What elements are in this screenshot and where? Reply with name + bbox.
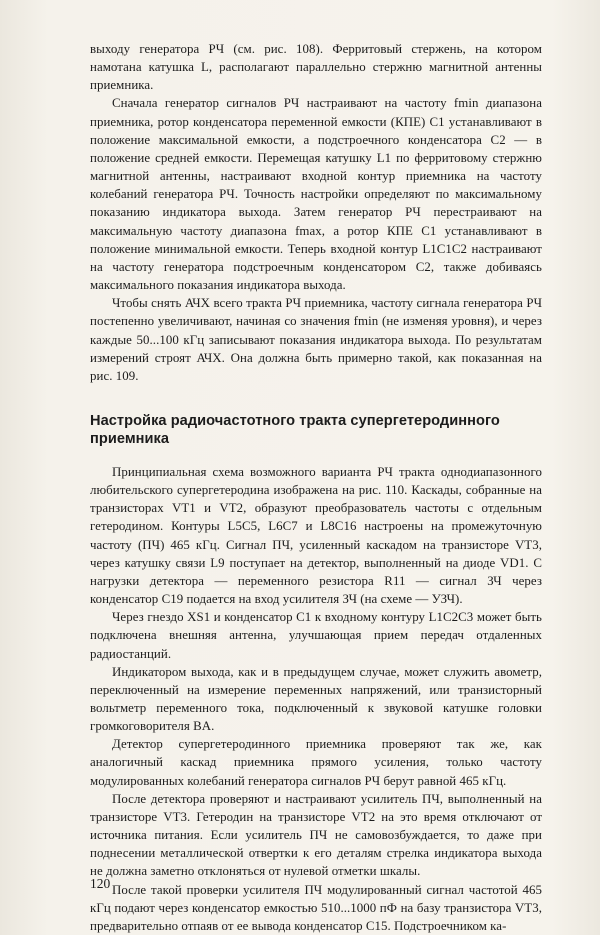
paragraph-7: Детектор супергетеродинного приемника проверяют так же, как аналогичный каскад приемника прямого усиления, только частоту модулированных колебаний генератора сигналов РЧ берут равной 465 кГц. bbox=[90, 737, 542, 788]
paragraph-1: выходу генератора РЧ (см. рис. 108). Ферритовый стержень, на котором намотана катушка L, располагают параллельно стержню магнитной антенны приемника. bbox=[90, 42, 542, 93]
paragraph-5: Через гнездо XS1 и конденсатор C1 к входному контуру L1C2C3 может быть подключена внешняя антенна, улучшающая прием передач отдаленных радиостанций. bbox=[90, 610, 542, 661]
paragraph-2: Сначала генератор сигналов РЧ настраивают на частоту fmin диапазона приемника, ротор конденсатора переменной емкости (КПЕ) C1 устанавливают в положение максимальной емкости, а подстроечного конденсатора C2 — в положение средней емкости. Перемещая катушку L1 по ферритовому стержню магнитной антенны, настраивают входной контур приемника на частоту колебаний генератора РЧ. Точность настройки определяют по максимальному показанию индикатора выхода. Затем генератор РЧ перестраивают на максимальную частоту диапазона fmax, а ротор КПЕ C1 устанавливают в положение минимальной емкости. Теперь входной контур L1C1C2 настраивают на частоту генератора подстроечным конденсатором C2, также добиваясь максимального показания индикатора выхода. bbox=[90, 96, 542, 293]
paragraph-6: Индикатором выхода, как и в предыдущем случае, может служить авометр, переключенный на измерение переменных напряжений, или транзисторный вольтметр переменного тока, подключенный к звуковой катушке головки громкоговорителя BA. bbox=[90, 664, 542, 734]
page-text bbox=[90, 40, 542, 935]
paragraph-3: Чтобы снять АЧХ всего тракта РЧ приемника, частоту сигнала генератора РЧ постепенно увеличивают, начиная со значения fmin (не изменяя уровня), и через каждые 50...100 кГц записывают показания индикатора выхода. По результатам измерений строят АЧХ. Она должна быть примерно такой, как показанная на рис. 109. bbox=[90, 296, 542, 383]
paragraph-9: После такой проверки усилителя ПЧ модулированный сигнал частотой 465 кГц подают через конденсатор емкостью 510...1000 пФ на базу транзистора VT3, предварительно отпаяв от ее вывода конденсатор C15. Подстроечником ка- bbox=[90, 882, 542, 933]
paragraph-4: Принципиальная схема возможного варианта РЧ тракта однодиапазонного любительского супергетеродина изображена на рис. 110. Каскады, собранные на транзисторах VT1 и VT2, образуют преобразователь частоты с отдельным гетеродином. Контуры L5C5, L6C7 и L8C16 настроены на промежуточную частоту (ПЧ) 465 кГц. Сигнал ПЧ, усиленный каскадом на транзисторе VT3, через катушку связи L9 поступает на детектор, выполненный на диоде VD1. С нагрузки детектора — переменного резистора R11 — сигнал ЗЧ через конденсатор C19 подается на вход усилителя ЗЧ (на схеме — УЗЧ). bbox=[90, 464, 542, 607]
paragraph-8: После детектора проверяют и настраивают усилитель ПЧ, выполненный на транзисторе VT3. Гетеродин на транзисторе VT2 на это время отключают от источника питания. Если усилитель ПЧ не самовозбуждается, то даже при поднесении металлической отвертки к его деталям стрелка индикатора выхода не должна заметно отклоняться от нулевой отметки шкалы. bbox=[90, 791, 542, 879]
section-heading: Настройка радиочастотного тракта супергетеродинного приемника bbox=[90, 412, 500, 447]
page-number: 120 bbox=[90, 876, 111, 891]
